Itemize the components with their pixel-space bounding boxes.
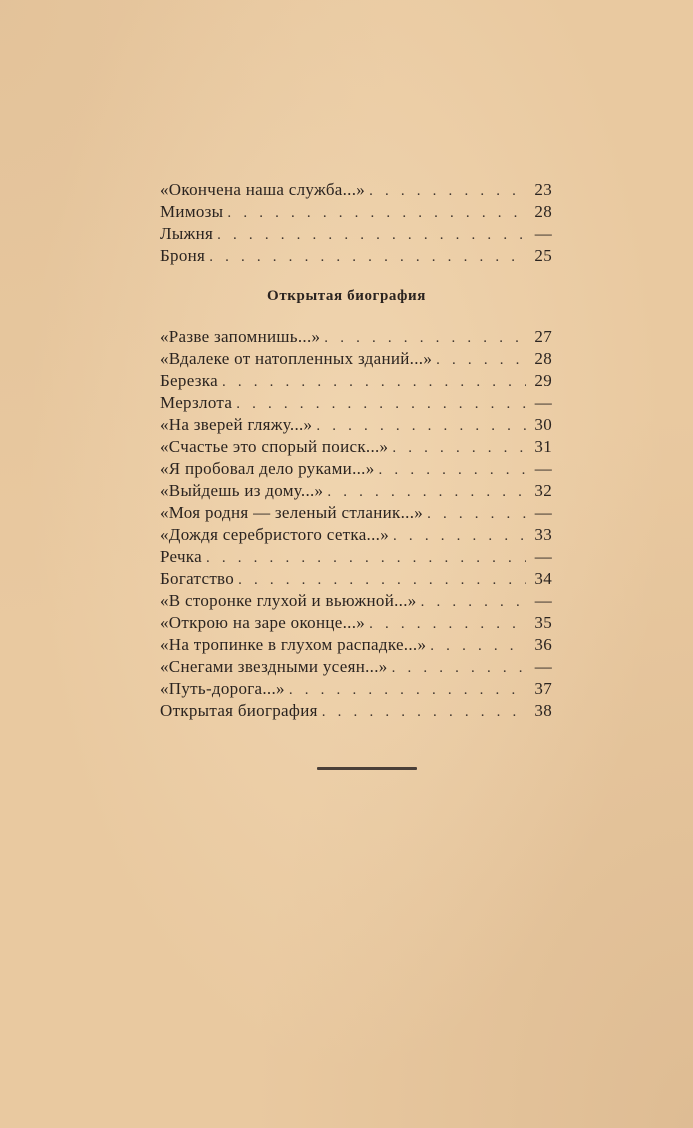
toc-entry — [160, 634, 552, 656]
toc-entry-page: — — [534, 393, 552, 412]
toc-entry-title: «Моя родня — зеленый стланик...» — [160, 503, 424, 522]
toc-entry — [160, 201, 552, 223]
toc-entry — [160, 326, 552, 348]
toc-entry-page: — — [534, 657, 552, 676]
dot-leader — [369, 180, 526, 202]
toc-entry-page: 23 — [534, 180, 552, 199]
dot-leader — [316, 415, 526, 437]
toc-entry-page: 34 — [534, 569, 552, 588]
toc-entry — [160, 480, 552, 502]
toc-entry-title: «Дождя серебристого сетка...» — [160, 525, 390, 544]
toc-entry-title: «В сторонке глухой и вьюжной...» — [160, 591, 417, 610]
toc-entry-page: 35 — [534, 613, 552, 632]
dot-leader — [393, 525, 526, 547]
toc-entry-page: — — [534, 547, 552, 566]
toc-entry-title: «Счастье это спорый поиск...» — [160, 437, 389, 456]
toc-entry — [160, 546, 552, 568]
toc-entry — [160, 179, 552, 201]
dot-leader — [236, 393, 526, 415]
toc-entry-title: Броня — [160, 246, 206, 265]
toc-entry-title: «Путь-дорога...» — [160, 679, 285, 698]
toc-entry-page: 31 — [534, 437, 552, 456]
toc-entry-title: «Окончена наша служба...» — [160, 180, 366, 199]
toc-entry-title: Мимозы — [160, 202, 224, 221]
toc-entry — [160, 568, 552, 590]
toc-entry-page: 32 — [534, 481, 552, 500]
dot-leader — [322, 701, 526, 723]
toc-entry — [160, 348, 552, 370]
toc-entry-title: «На тропинке в глухом распадке...» — [160, 635, 427, 654]
end-rule-divider — [317, 767, 417, 770]
toc-entry-page: 30 — [534, 415, 552, 434]
dot-leader — [209, 246, 526, 268]
toc-entry — [160, 436, 552, 458]
dot-leader — [379, 459, 526, 481]
dot-leader — [206, 547, 526, 569]
toc-entry-page: 27 — [534, 327, 552, 346]
dot-leader — [427, 503, 526, 525]
toc-entry-title: «Вдалеке от натопленных зданий...» — [160, 349, 433, 368]
toc-entry-page: 28 — [534, 202, 552, 221]
toc-entry-page: 28 — [534, 349, 552, 368]
toc-entry-title: «Снегами звездными усеян...» — [160, 657, 388, 676]
dot-leader — [217, 224, 526, 246]
toc-entry-title: Березка — [160, 371, 218, 390]
toc-list-second — [160, 326, 552, 722]
dot-leader — [222, 371, 526, 393]
dot-leader — [289, 679, 526, 701]
toc-entry-page: 36 — [534, 635, 552, 654]
toc-entry — [160, 458, 552, 480]
dot-leader — [238, 569, 526, 591]
dot-leader — [421, 591, 526, 613]
toc-entry — [160, 414, 552, 436]
section-heading: Открытая биография — [267, 288, 426, 304]
toc-entry — [160, 392, 552, 414]
toc-entry-title: «Я пробовал дело руками...» — [160, 459, 375, 478]
toc-entry-title: «Открою на заре оконце...» — [160, 613, 366, 632]
toc-entry-page: 37 — [534, 679, 552, 698]
toc-entry-page: — — [534, 503, 552, 522]
dot-leader — [369, 613, 526, 635]
dot-leader — [392, 657, 526, 679]
toc-entry-title: Открытая биография — [160, 701, 318, 720]
toc-entry-title: Речка — [160, 547, 202, 566]
toc-entry-page: — — [534, 591, 552, 610]
dot-leader — [430, 635, 526, 657]
toc-entry-page: 25 — [534, 246, 552, 265]
toc-entry — [160, 502, 552, 524]
toc-entry-page: 33 — [534, 525, 552, 544]
dot-leader — [436, 349, 526, 371]
toc-entry — [160, 700, 552, 722]
dot-leader — [227, 202, 526, 224]
toc-entry-page: 38 — [534, 701, 552, 720]
dot-leader — [324, 327, 526, 349]
toc-entry — [160, 370, 552, 392]
toc-entry-title: Богатство — [160, 569, 235, 588]
toc-entry-title: «Выйдешь из дому...» — [160, 481, 324, 500]
toc-entry-title: Лыжня — [160, 224, 214, 243]
toc-entry — [160, 223, 552, 245]
toc-entry-page: — — [534, 459, 552, 478]
toc-entry — [160, 590, 552, 612]
toc-entry — [160, 524, 552, 546]
toc-entry-title: «На зверей гляжу...» — [160, 415, 313, 434]
dot-leader — [392, 437, 526, 459]
toc-entry-title: «Разве запомнишь...» — [160, 327, 321, 346]
toc-entry-page: 29 — [534, 371, 552, 390]
toc-entry-page: — — [534, 224, 552, 243]
toc-entry — [160, 245, 552, 267]
toc-entry — [160, 612, 552, 634]
toc-entry — [160, 678, 552, 700]
toc-entry — [160, 656, 552, 678]
toc-list-first — [160, 179, 552, 267]
dot-leader — [327, 481, 526, 503]
toc-entry-title: Мерзлота — [160, 393, 233, 412]
